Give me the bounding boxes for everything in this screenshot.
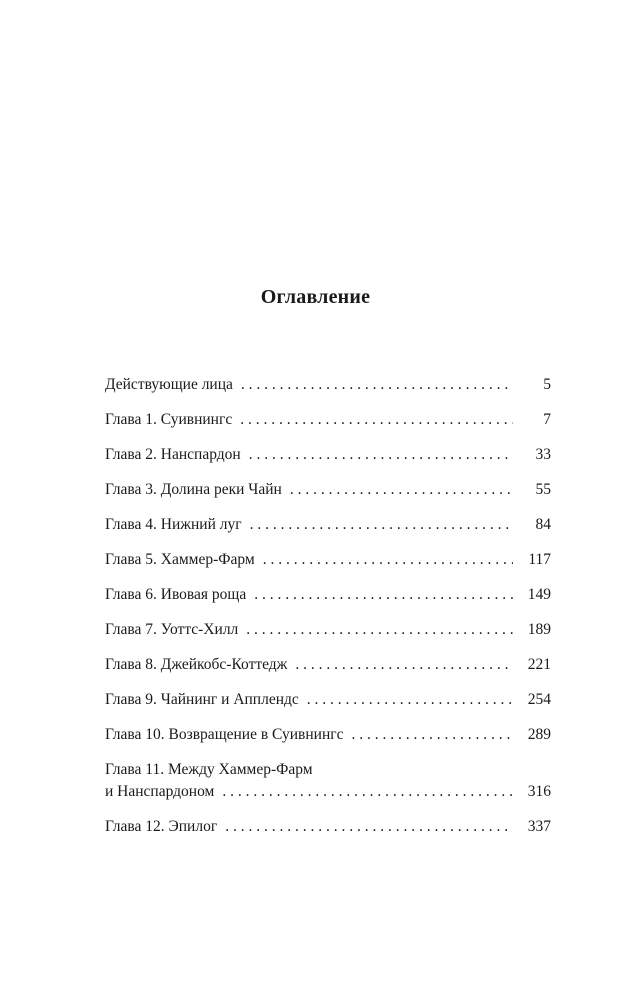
- dot-leader: [241, 374, 513, 396]
- toc-entry-title: Глава 11. Между Хаммер-Фарм: [105, 761, 313, 778]
- toc-entry-title: Глава 6. Ивовая роща: [105, 586, 247, 603]
- toc-line: [105, 409, 551, 431]
- toc-entry: [105, 409, 551, 431]
- toc-line: [105, 549, 551, 571]
- toc-line: [105, 514, 551, 536]
- toc-page-number: 117: [528, 551, 551, 568]
- toc-page-number: 189: [527, 621, 551, 638]
- toc-line: [105, 816, 551, 838]
- toc-page-number: 149: [527, 586, 551, 603]
- toc-entry: [105, 689, 551, 711]
- toc-entry-title: Глава 2. Нанспардон: [105, 446, 241, 463]
- dot-leader: [225, 816, 513, 838]
- toc-page-number: 289: [527, 726, 551, 743]
- toc-entry: [105, 816, 551, 838]
- toc-line: [105, 444, 551, 466]
- toc-line: [105, 724, 551, 746]
- toc-entry: [105, 759, 551, 803]
- dot-leader: [351, 724, 513, 746]
- toc-page-number: 337: [527, 818, 551, 835]
- toc-page-number: 84: [535, 516, 551, 533]
- toc-entry-title: Глава 10. Возвращение в Суивнингс: [105, 726, 344, 743]
- toc-entry-title: Глава 1. Суивнингс: [105, 411, 233, 428]
- toc-line: [105, 619, 551, 641]
- toc-entry: [105, 514, 551, 536]
- toc-line: [105, 584, 551, 606]
- dot-leader: [250, 514, 513, 536]
- toc-line: [105, 374, 551, 396]
- dot-leader: [246, 619, 513, 641]
- toc-entry-title: Глава 9. Чайнинг и Апплендс: [105, 691, 299, 708]
- toc-page-number: 254: [527, 691, 551, 708]
- toc-entry: [105, 479, 551, 501]
- dot-leader: [254, 584, 513, 606]
- toc-entry: [105, 654, 551, 676]
- toc-entry-title-continued: и Нанспардоном: [105, 783, 215, 800]
- dot-leader: [249, 444, 513, 466]
- dot-leader: [295, 654, 513, 676]
- toc-page-number: 7: [543, 411, 551, 428]
- dot-leader: [263, 549, 513, 571]
- toc-page-number: 221: [527, 656, 551, 673]
- toc-line: [105, 689, 551, 711]
- toc-line: [105, 479, 551, 501]
- table-of-contents: [105, 374, 551, 851]
- toc-line: [105, 781, 551, 803]
- toc-entry: [105, 549, 551, 571]
- dot-leader: [290, 479, 513, 501]
- toc-line-first: [105, 759, 551, 781]
- toc-entry-title: Глава 3. Долина реки Чайн: [105, 481, 282, 498]
- toc-entry-title: Глава 7. Уоттс-Хилл: [105, 621, 239, 638]
- toc-line: [105, 654, 551, 676]
- toc-entry-title: Глава 12. Эпилог: [105, 818, 218, 835]
- page-title: Оглавление: [260, 286, 371, 308]
- toc-page-number: 5: [543, 376, 551, 393]
- toc-entry-title: Глава 4. Нижний луг: [105, 516, 242, 533]
- toc-entry-title: Глава 5. Хаммер-Фарм: [105, 551, 255, 568]
- toc-entry: [105, 619, 551, 641]
- dot-leader: [222, 781, 513, 803]
- toc-entry: [105, 444, 551, 466]
- toc-entry: [105, 374, 551, 396]
- toc-entry-title: Глава 8. Джейкобс-Коттедж: [105, 656, 288, 673]
- toc-page-number: 55: [535, 481, 551, 498]
- toc-page-number: 316: [527, 783, 551, 800]
- dot-leader: [240, 409, 513, 431]
- toc-page-number: 33: [535, 446, 551, 463]
- toc-entry: [105, 724, 551, 746]
- toc-entry-title: Действующие лица: [105, 376, 233, 393]
- toc-entry: [105, 584, 551, 606]
- dot-leader: [307, 689, 513, 711]
